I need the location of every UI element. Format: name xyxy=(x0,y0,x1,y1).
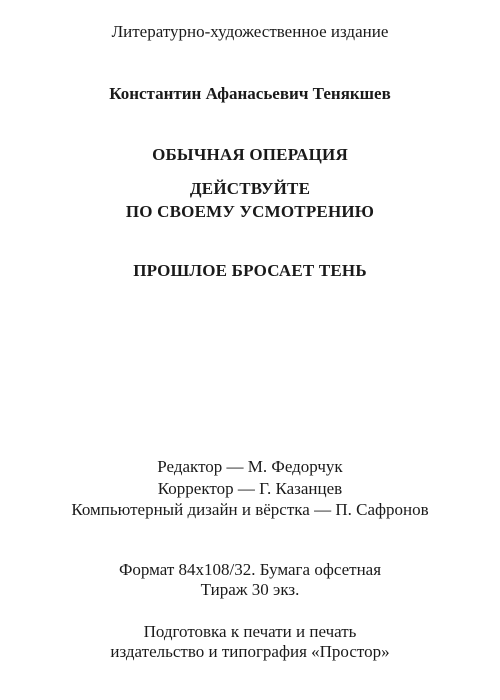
work-title: ДЕЙСТВУЙТЕ xyxy=(189,179,311,198)
format-info: Формат 84x108/32. Бумага офсетная xyxy=(118,560,382,579)
credit-layout-designer: Компьютерный дизайн и вёрстка — П. Сафронов xyxy=(71,500,429,519)
edition-type: Литературно-художественное издание xyxy=(111,22,389,41)
work-title-continued: ПО СВОЕМУ УСМОТРЕНИЮ xyxy=(125,202,375,221)
print-run: Тираж 30 экз. xyxy=(200,580,300,599)
printing-house: издательство и типография «Простор» xyxy=(110,642,390,661)
printing-info: Подготовка к печати и печать xyxy=(143,622,357,641)
author-name: Константин Афанасьевич Тенякшев xyxy=(109,84,391,103)
credit-editor: Редактор — М. Федорчук xyxy=(157,457,343,476)
credit-proofreader: Корректор — Г. Казанцев xyxy=(157,479,343,498)
work-title: ПРОШЛОЕ БРОСАЕТ ТЕНЬ xyxy=(133,261,367,280)
work-title: ОБЫЧНАЯ ОПЕРАЦИЯ xyxy=(152,145,348,164)
